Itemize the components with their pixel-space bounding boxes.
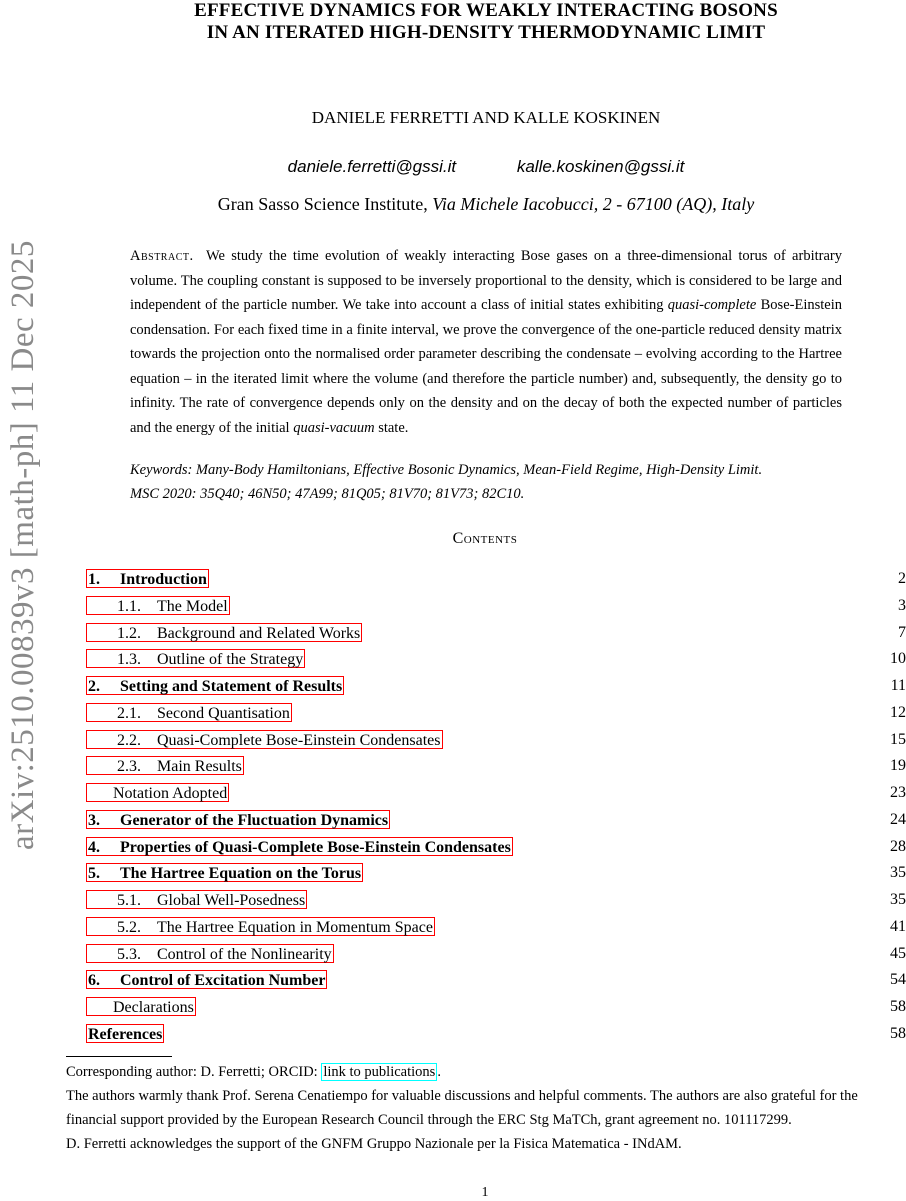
toc-link[interactable] bbox=[86, 783, 229, 802]
toc-number: 1.2. bbox=[117, 624, 141, 642]
email-koskinen[interactable]: kalle.koskinen@gssi.it bbox=[516, 157, 685, 176]
toc-row bbox=[86, 620, 906, 647]
toc-link[interactable] bbox=[86, 596, 230, 615]
footnote-corresponding bbox=[66, 1060, 906, 1084]
toc-link[interactable] bbox=[86, 623, 362, 642]
toc-row bbox=[86, 807, 906, 834]
toc-link[interactable] bbox=[86, 810, 390, 829]
abstract-text-2: Bose-Einstein condensation. For each fixed time in a finite interval, we prove the convergence of the one-particle reduced density matrix towards the projection onto the normalised order parameter describing the condensate – evolving according to the Hartree equation – in the iterated limit where the volume (and therefore the particle number) and, subsequently, the density go to infinity. The rate of convergence depends only on the density and on the decay of both the expected number of particles and the energy of the initial bbox=[130, 297, 842, 436]
abstract-emph-quasi-vacuum: quasi-vacuum bbox=[293, 419, 375, 436]
table-of-contents bbox=[86, 566, 906, 1048]
toc-row bbox=[86, 860, 906, 887]
author-emails bbox=[100, 157, 872, 177]
toc-page-number: 15 bbox=[890, 730, 906, 748]
toc-link[interactable] bbox=[86, 569, 209, 588]
toc-row bbox=[86, 673, 906, 700]
footnote-thanks: The authors warmly thank Prof. Serena Cenatiempo for valuable discussions and helpful comments. The authors are also grateful for the financial support provided by the European Research Council through the ERC Stg MaTCh, grant agreement no. 101117299. bbox=[66, 1088, 858, 1128]
toc-link[interactable] bbox=[86, 917, 435, 936]
toc-row bbox=[86, 941, 906, 968]
toc-link[interactable] bbox=[86, 890, 307, 909]
toc-title: References bbox=[88, 1025, 163, 1043]
toc-title: Control of the Nonlinearity bbox=[157, 945, 332, 963]
abstract-emph-quasi-complete: quasi-complete bbox=[667, 297, 757, 313]
toc-title: Global Well-Posedness bbox=[157, 892, 306, 909]
toc-page-number: 23 bbox=[890, 784, 906, 801]
toc-row bbox=[86, 914, 906, 941]
toc-row bbox=[86, 646, 906, 673]
toc-link[interactable] bbox=[86, 1024, 164, 1043]
toc-title: Background and Related Works bbox=[157, 624, 361, 642]
toc-link[interactable] bbox=[86, 970, 327, 989]
toc-row bbox=[86, 753, 906, 780]
toc-row bbox=[86, 727, 906, 754]
toc-link[interactable] bbox=[86, 944, 334, 963]
toc-title: Notation Adopted bbox=[113, 785, 228, 802]
toc-number: 2.1. bbox=[117, 704, 141, 722]
contents-heading: Contents bbox=[452, 530, 518, 547]
toc-page-number: 28 bbox=[890, 837, 906, 855]
toc-number: 5.2. bbox=[117, 918, 141, 936]
toc-title: Introduction bbox=[120, 571, 207, 588]
corresponding-text: Corresponding author: D. Ferretti; ORCID: bbox=[66, 1064, 318, 1080]
title-line-2: IN AN ITERATED HIGH-DENSITY THERMODYNAMIC LIMIT bbox=[206, 22, 766, 43]
affiliation-institute: Gran Sasso Science Institute, bbox=[217, 194, 428, 214]
toc-number: 2.3. bbox=[117, 758, 141, 776]
toc-page-number: 19 bbox=[890, 757, 906, 775]
toc-link[interactable] bbox=[86, 676, 344, 695]
toc-title: Quasi-Complete Bose-Einstein Condensates bbox=[157, 731, 441, 749]
affiliation-address: Via Michele Iacobucci, 2 - 67100 (AQ), Italy bbox=[432, 194, 755, 214]
toc-page-number: 11 bbox=[890, 677, 906, 694]
toc-row bbox=[86, 887, 906, 914]
toc-row bbox=[86, 834, 906, 861]
toc-title: The Hartree Equation in Momentum Space bbox=[157, 918, 433, 936]
arxiv-id: arXiv:2510.00839v3 [math-ph] 11 Dec 2025 bbox=[5, 240, 41, 850]
toc-row bbox=[86, 700, 906, 727]
toc-link[interactable] bbox=[86, 863, 363, 882]
toc-number: 2.2. bbox=[117, 731, 141, 749]
toc-page-number: 7 bbox=[898, 623, 906, 641]
title-line-1: EFFECTIVE DYNAMICS FOR WEAKLY INTERACTING BOSONS bbox=[194, 0, 778, 21]
toc-number: 3. bbox=[88, 811, 100, 829]
toc-number: 5. bbox=[88, 865, 100, 883]
toc-row bbox=[86, 780, 906, 807]
toc-number: 5.1. bbox=[117, 892, 141, 909]
toc-page-number: 2 bbox=[898, 570, 906, 587]
abstract-text-3: state. bbox=[378, 419, 409, 436]
toc-row bbox=[86, 1021, 906, 1048]
toc-number: 6. bbox=[88, 972, 100, 990]
toc-number: 2. bbox=[88, 678, 100, 695]
toc-page-number: 24 bbox=[890, 810, 906, 828]
email-ferretti[interactable]: daniele.ferretti@gssi.it bbox=[287, 157, 457, 176]
toc-link[interactable] bbox=[86, 649, 305, 668]
toc-title: Second Quantisation bbox=[157, 704, 290, 722]
toc-row bbox=[86, 566, 906, 593]
footnote-gnfm: D. Ferretti acknowledges the support of the GNFM Gruppo Nazionale per la Fisica Matematica - INdAM. bbox=[66, 1136, 682, 1152]
toc-page-number: 54 bbox=[890, 971, 906, 989]
toc-title: Generator of the Fluctuation Dynamics bbox=[120, 811, 389, 829]
keywords: Keywords: Many-Body Hamiltonians, Effective Bosonic Dynamics, Mean-Field Regime, High-Density Limit. bbox=[130, 462, 763, 478]
authors: DANIELE FERRETTI AND KALLE KOSKINEN bbox=[311, 108, 661, 127]
toc-title: Main Results bbox=[157, 758, 242, 776]
msc-codes: MSC 2020: 35Q40; 46N50; 47A99; 81Q05; 81V70; 81V73; 82C10. bbox=[130, 486, 525, 502]
orcid-link[interactable]: link to publications bbox=[323, 1064, 436, 1080]
toc-page-number: 41 bbox=[890, 917, 906, 935]
toc-title: Setting and Statement of Results bbox=[120, 678, 343, 695]
toc-number: 1. bbox=[88, 571, 100, 588]
toc-link[interactable] bbox=[86, 997, 196, 1016]
toc-page-number: 10 bbox=[890, 650, 906, 668]
keywords-block bbox=[130, 458, 842, 506]
abstract bbox=[130, 244, 842, 440]
toc-page-number: 12 bbox=[890, 703, 906, 721]
footnotes bbox=[66, 1060, 906, 1156]
toc-title: Control of Excitation Number bbox=[120, 972, 326, 990]
toc-page-number: 58 bbox=[890, 1024, 906, 1042]
toc-number: 1.3. bbox=[117, 651, 141, 669]
toc-page-number: 3 bbox=[898, 596, 906, 614]
toc-page-number: 58 bbox=[890, 998, 906, 1015]
toc-number: 4. bbox=[88, 838, 100, 856]
toc-number: 1.1. bbox=[117, 597, 141, 615]
abstract-text-1: We study the time evolution of weakly interacting Bose gases on a three-dimensional torus of arbitrary volume. The coupling constant is supposed to be inversely proportional to the density, which is considered to be large and independent of the particle number. We take into account a class of initial states exhibiting bbox=[130, 248, 842, 313]
toc-page-number: 35 bbox=[890, 864, 906, 882]
affiliation bbox=[100, 194, 872, 215]
toc-link[interactable] bbox=[86, 703, 292, 722]
toc-row bbox=[86, 994, 906, 1021]
toc-row bbox=[86, 967, 906, 994]
toc-title: Properties of Quasi-Complete Bose-Einstein Condensates bbox=[120, 838, 511, 856]
abstract-label: Abstract. bbox=[130, 248, 194, 264]
page-number: 1 bbox=[481, 1185, 489, 1200]
toc-title: Outline of the Strategy bbox=[157, 651, 304, 669]
paper-title bbox=[100, 0, 872, 44]
toc-link[interactable] bbox=[86, 730, 443, 749]
toc-page-number: 35 bbox=[890, 891, 906, 908]
toc-row bbox=[86, 593, 906, 620]
corresponding-period: . bbox=[437, 1064, 441, 1080]
toc-title: Declarations bbox=[113, 999, 194, 1016]
toc-title: The Model bbox=[157, 597, 228, 615]
toc-number: 5.3. bbox=[117, 945, 141, 963]
toc-link[interactable] bbox=[86, 837, 513, 856]
toc-page-number: 45 bbox=[890, 944, 906, 962]
toc-title: The Hartree Equation on the Torus bbox=[120, 865, 362, 883]
footnote-rule bbox=[66, 1056, 172, 1057]
arxiv-sidebar-stamp bbox=[2, 205, 44, 850]
toc-link[interactable] bbox=[86, 756, 244, 775]
